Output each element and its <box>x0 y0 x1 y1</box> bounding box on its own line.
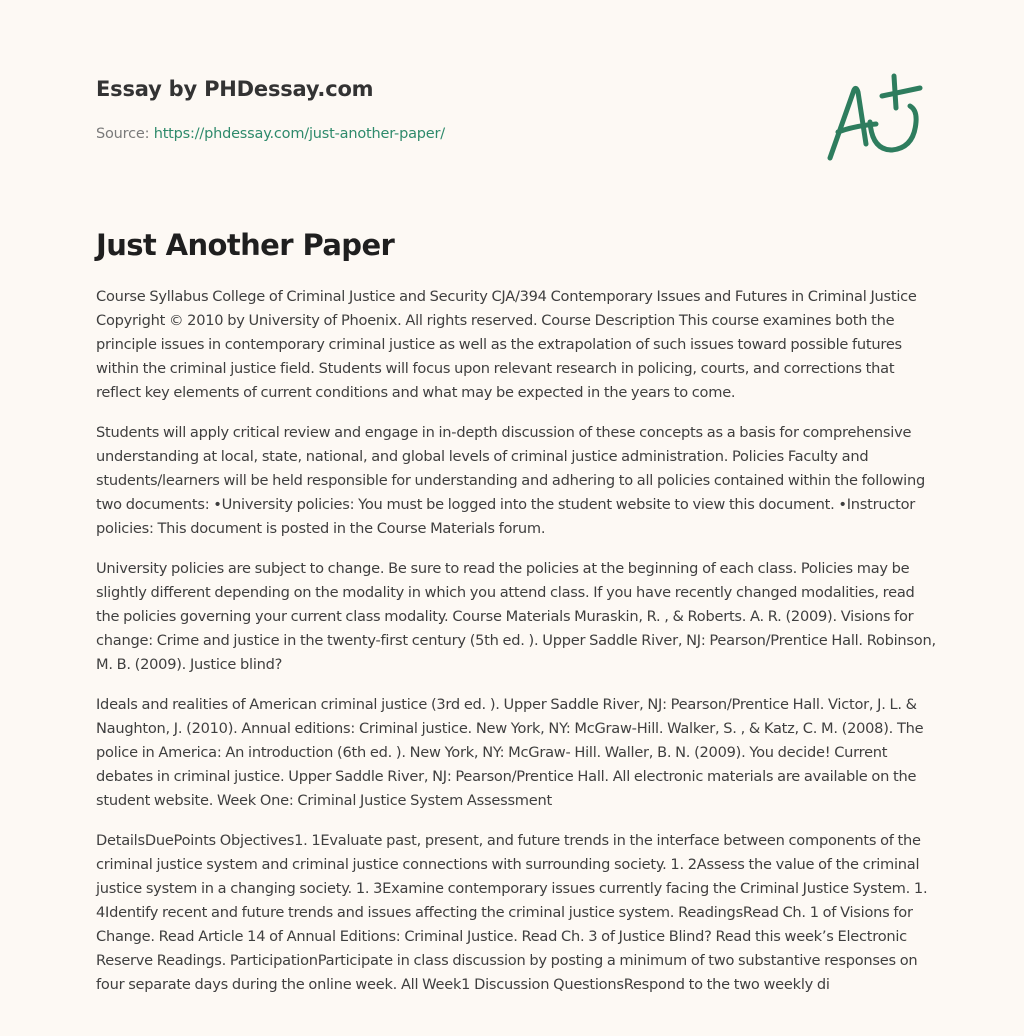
article-paragraph: Ideals and realities of American criminal justice (3rd ed. ). Upper Saddle River, NJ: Pearson/Prentice Hall. Victor, J. L. & Naughton, J. (2010). Annual editions: Criminal justice. New York, NY: McGraw-Hill. Walker, S. , & Katz, C. M. (2008). The police in America: An introduction (6th ed. ). New York, NY: McGraw- Hill. Waller, B. N. (2009). You decide! Current debates in criminal justice. Upper Saddle River, NJ: Pearson/Prentice Hall. All electronic materials are available on the student website. Week One: Criminal Justice System Assessment <box>96 696 924 809</box>
article-title: Just Another Paper <box>96 228 395 262</box>
site-header <box>96 74 796 144</box>
source-link[interactable]: https://phdessay.com/just-another-paper/ <box>153 126 445 142</box>
article-paragraph: DetailsDuePoints Objectives1. 1Evaluate past, present, and future trends in the interface between components of the criminal justice system and criminal justice connections with surrounding society. 1. 2Assess the value of the criminal justice system in a changing society. 1. 3Examine contemporary issues currently facing the Criminal Justice System. 1. 4Identify recent and future trends and issues affecting the criminal justice system. ReadingsRead Ch. 1 of Visions for Change. Read Article 14 of Annual Editions: Criminal Justice. Read Ch. 3 of Justice Blind? Read this week’s Electronic Reserve Readings. ParticipationParticipate in class discussion by posting a minimum of two substantive responses on four separate days during the online week. All Week1 Discussion QuestionsRespond to the two weekly di <box>96 832 928 993</box>
article-paragraph: Students will apply critical review and engage in in-depth discussion of these concepts as a basis for comprehensive understanding at local, state, national, and global levels of criminal justice administration. Policies Faculty and students/learners will be held responsible for understanding and adhering to all policies contained within the following two documents: •University policies: You must be logged into the student website to view this document. •Instructor policies: This document is posted in the Course Materials forum. <box>96 424 926 537</box>
article-body <box>96 285 936 1013</box>
site-brand: Essay by PHDessay.com <box>96 77 374 101</box>
a-plus-grade-icon <box>820 66 930 166</box>
source-label: Source: <box>96 126 154 142</box>
article-paragraph: University policies are subject to change. Be sure to read the policies at the beginning of each class. Policies may be slightly different depending on the modality in which you attend class. If you have recently changed modalities, read the policies governing your current class modality. Course Materials Muraskin, R. , & Roberts. A. R. (2009). Visions for change: Crime and justice in the twenty-first century (5th ed. ). Upper Saddle River, NJ: Pearson/Prentice Hall. Robinson, M. B. (2009). Justice blind? <box>96 560 936 673</box>
source-line <box>96 124 796 144</box>
article-paragraph: Course Syllabus College of Criminal Justice and Security CJA/394 Contemporary Issues and Futures in Criminal Justice Copyright © 2010 by University of Phoenix. All rights reserved. Course Description This course examines both the principle issues in contemporary criminal justice as well as the extrapolation of such issues toward possible futures within the criminal justice field. Students will focus upon relevant research in policing, courts, and corrections that reflect key elements of current conditions and what may be expected in the years to come. <box>96 288 917 401</box>
